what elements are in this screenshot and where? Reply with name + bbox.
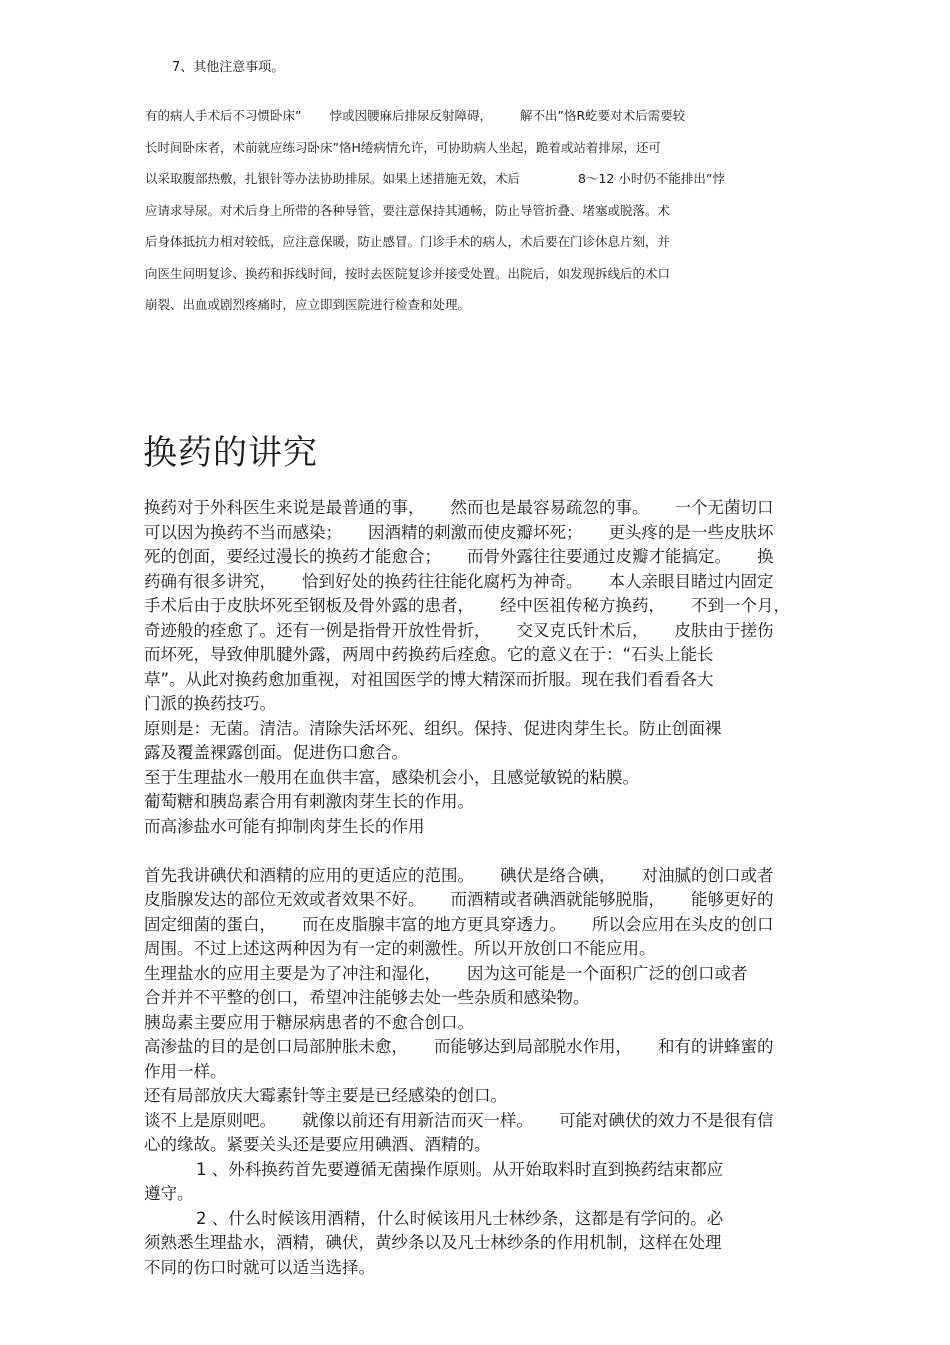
body-line: [144, 1231, 824, 1256]
text-segment: 1 、外科换药首先要遵循无菌操作原则。从开始取料时直到换药结束都应: [196, 1159, 724, 1179]
text-segment: 可能对碘伏的效力不是很有信: [559, 1110, 774, 1130]
text-segment: 而骨外露往往要通过皮瓣才能搞定。: [467, 547, 731, 566]
text-segment: 固定细菌的蛋白，: [144, 914, 276, 934]
text-segment: 周围。不过上述这两种因为有一定的刺激性。所以开放创口不能应用。: [144, 939, 656, 958]
text-segment: 门派的换药技巧。: [144, 694, 276, 713]
text-segment: 而能够达到局部脱水作用，: [434, 1037, 632, 1056]
section-7-line: [145, 169, 815, 201]
text-segment: 至于生理盐水一般用在血供丰富，感染机会小，且感觉敏锐的粘膜。: [144, 767, 639, 787]
section-7-line: [145, 106, 815, 138]
text-segment: 后身体抵抗力相对较低，应注意保暖，防止感冒。门诊手术的病人，术后要在门诊休息片刻，并: [145, 234, 671, 249]
body-line: [144, 1011, 824, 1036]
body-line: [144, 1084, 824, 1109]
body-line: [144, 545, 824, 570]
text-segment: 不到一个月，: [691, 596, 790, 615]
text-segment: 应请求导尿。对术后身上所带的各种导管，要注意保持其通畅，防止导管折叠、堵塞或脱落。术: [145, 202, 671, 218]
body-line: [144, 1207, 824, 1232]
body-line: [144, 643, 824, 668]
text-segment: 还有局部放庆大霉素针等主要是已经感染的创口。: [144, 1086, 507, 1105]
text-segment: 然而也是最容易疏忽的事。: [450, 498, 649, 517]
body-line: [144, 815, 824, 840]
article-body: [144, 496, 824, 1280]
text-segment: 有的病人手术后不习惯卧床”: [145, 108, 302, 123]
text-segment: 奇迹般的痊愈了。还有一例是指骨开放性骨折，: [144, 620, 491, 640]
text-segment: 而在皮脂腺丰富的地方更具穿透力。: [302, 914, 566, 934]
text-segment: 而酒精或者碘酒就能够脱脂，: [450, 890, 665, 909]
text-segment: 能够更好的: [691, 890, 774, 909]
text-segment: 生理盐水的应用主要是为了冲注和湿化，: [144, 963, 441, 983]
text-segment: 心的缘故。紧要关头还是要应用碘酒、酒精的。: [144, 1135, 491, 1154]
body-line: [144, 864, 824, 889]
text-segment: 皮脂腺发达的部位无效或者效果不好。: [144, 890, 425, 909]
section-7-line: [145, 138, 815, 170]
blank-line: [144, 839, 824, 864]
text-segment: 露及覆盖裸露创面。促进伤口愈合。: [144, 743, 408, 762]
body-line: [144, 1035, 824, 1060]
article-title: 换药的讲究: [143, 433, 318, 473]
body-line: [144, 668, 824, 693]
body-line: [144, 1133, 824, 1158]
text-segment: 而坏死，导致伸肌腱外露，两周中药换药后痊愈。它的意义在于：“石头上能长: [144, 645, 714, 664]
text-segment: 手术后由于皮肤坏死至钢板及骨外露的患者，: [144, 596, 474, 615]
body-line: [144, 1109, 824, 1134]
text-segment: 崩裂、出血或剧烈疼痛时，应立即到医院进行检查和处理。: [145, 297, 471, 312]
text-segment: 遵守。: [144, 1184, 194, 1203]
text-segment: 不同的伤口时就可以适当选择。: [144, 1257, 375, 1277]
text-segment: 草”。从此对换药愈加重视，对祖国医学的博大精深而折服。现在我们看看各大: [144, 669, 714, 689]
text-segment: 碘伏是络合碘，: [500, 865, 616, 885]
text-segment: 须熟悉生理盐水，酒精，碘伏，黄纱条以及凡士林纱条的作用机制，这样在处理: [144, 1233, 722, 1252]
body-line: [144, 913, 824, 938]
text-segment: 换: [757, 547, 774, 566]
body-line: [144, 962, 824, 987]
body-line: [144, 766, 824, 791]
body-line: [144, 741, 824, 766]
text-segment: 原则是：无菌。清洁。清除失活坏死、组织。保持、促进肉芽生长。防止创面裸: [144, 718, 722, 738]
section-7-line: [145, 264, 815, 296]
text-segment: 而高渗盐水可能有抑制肉芽生长的作用: [144, 816, 425, 836]
text-segment: 8～12 小时仍不能排出”悖: [578, 171, 725, 186]
text-segment: 因酒精的刺激而使皮瓣坏死；: [368, 522, 583, 542]
text-segment: 更头疼的是一些皮肤坏: [608, 522, 774, 542]
text-segment: 悖或因腰麻后排尿反射障碍，: [329, 108, 492, 123]
text-segment: 因为这可能是一个面积广泛的创口或者: [467, 963, 748, 983]
text-segment: 一个无菌切口: [674, 498, 774, 517]
body-line: [144, 717, 824, 742]
body-line: [144, 521, 824, 546]
body-line: [144, 986, 824, 1011]
body-line: [144, 1158, 824, 1183]
text-segment: 就像以前还有用新洁而灭一样。: [302, 1110, 533, 1130]
text-segment: 恰到好处的换药往往能化腐朽为神奇。: [302, 571, 583, 591]
text-segment: 换药对于外科医生来说是最普通的事，: [144, 498, 425, 517]
text-segment: 药确有很多讲究，: [144, 571, 276, 591]
text-segment: 以采取腹部热敷，扎银针等办法协助排尿。如果上述措施无效，术后: [145, 171, 521, 186]
section-7-paragraph: [145, 106, 815, 327]
text-segment: 和有的讲蜂蜜的: [658, 1037, 774, 1056]
text-segment: 胰岛素主要应用于糖尿病患者的不愈合创口。: [144, 1012, 474, 1032]
text-segment: 解不出”恪R虼要对术后需要较: [520, 108, 686, 123]
text-segment: 皮肤由于搓伤: [674, 620, 774, 640]
body-line: [144, 1256, 824, 1281]
body-line: [144, 937, 824, 962]
body-line: [144, 594, 824, 619]
text-segment: 作用一样。: [144, 1061, 227, 1081]
text-segment: 经中医祖传秘方换药，: [500, 596, 665, 615]
text-segment: 可以因为换药不当而感染；: [144, 522, 342, 542]
text-segment: 长时间卧床者，术前就应练习卧床”恪H绻病情允许，可协助病人坐起，跪着或站着排尿，还可: [145, 139, 661, 155]
body-line: [144, 1060, 824, 1085]
text-segment: 交叉克氏针术后，: [516, 620, 649, 640]
text-segment: 合并并不平整的创口，希望冲注能够去处一些杂质和感染物。: [144, 988, 590, 1007]
body-line: [144, 570, 824, 595]
text-segment: 本人亲眼目睹过内固定: [608, 571, 774, 591]
body-line: [144, 790, 824, 815]
body-line: [144, 496, 824, 521]
text-segment: 向医生问明复诊、换药和拆线时间，按时去医院复诊并接受处置。出院后，如发现拆线后的术口: [145, 265, 671, 281]
text-segment: 谈不上是原则吧。: [144, 1110, 276, 1130]
body-line: [144, 888, 824, 913]
section-7-line: [145, 201, 815, 233]
section-7-heading: 7、其他注意事项。: [172, 60, 285, 75]
text-segment: 高渗盐的目的是创口局部肿胀未愈，: [144, 1037, 408, 1056]
text-segment: 2 、什么时候该用酒精，什么时候该用凡士林纱条，这都是有学问的。必: [196, 1208, 724, 1228]
text-segment: 所以会应用在头皮的创口: [592, 914, 774, 934]
body-line: [144, 692, 824, 717]
section-7-line: [145, 295, 815, 327]
text-segment: 死的创面，要经过漫长的换药才能愈合；: [144, 547, 441, 566]
body-line: [144, 1182, 824, 1207]
text-segment: 对油腻的创口或者: [641, 865, 774, 885]
section-7-line: [145, 232, 815, 264]
body-line: [144, 619, 824, 644]
text-segment: 首先我讲碘伏和酒精的应用的更适应的范围。: [144, 865, 474, 885]
text-segment: 葡萄糖和胰岛素合用有刺激肉芽生长的作用。: [144, 792, 474, 811]
